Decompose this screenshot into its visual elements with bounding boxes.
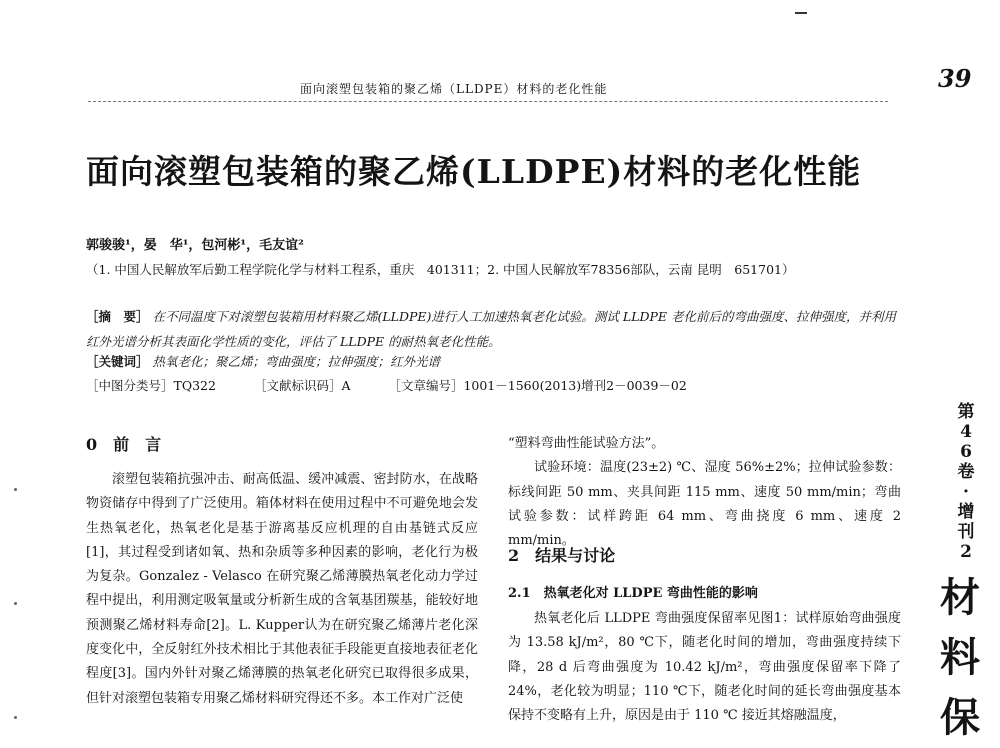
scan-speck xyxy=(14,488,17,491)
abstract-text: 在不同温度下对滚塑包装箱用材料聚乙烯(LLDPE)进行人工加速热氧老化试验。测试 LLDPE 老化前后的弯曲强度、拉伸强度，并利用红外光谱分析其表面化学性质的变化，评估了 LLDPE 的耐热氧老化性能。 xyxy=(86,309,897,349)
document-code: ［文献标识码］A xyxy=(253,378,351,393)
keywords-text: 热氧老化；聚乙烯；弯曲强度；拉伸强度；红外光谱 xyxy=(152,354,441,369)
subsection-heading-bending: 2.1 热氧老化对 LLDPE 弯曲性能的影响 xyxy=(508,586,758,601)
paper-title: 面向滚塑包装箱的聚乙烯(LLDPE)材料的老化性能 xyxy=(86,152,862,191)
journal-volume-issue: 第 4 6 卷 · 增 刊 2 xyxy=(957,402,975,562)
article-number: ［文章编号］1001－1560(2013)增刊2－0039－02 xyxy=(388,378,687,393)
intro-body xyxy=(86,468,478,741)
page-number: 39 xyxy=(938,64,972,93)
test-conditions-paragraph: 试验环境：温度(23±2) ℃、湿度 56%±2%；拉伸试验参数：标线间距 50 mm、夹具间距 115 mm、速度 50 mm/min；弯曲试验参数：试样跨距 64 mm、弯曲挠度 6 mm、速度 2 mm/min。 xyxy=(508,460,901,549)
scan-artifact-mark xyxy=(795,12,807,14)
continued-text: “塑料弯曲性能试验方法”。 xyxy=(508,436,665,451)
header-rule xyxy=(88,101,888,102)
journal-name-vertical: 材 料 保 xyxy=(940,574,980,741)
intro-paragraph: 滚塑包装箱抗强冲击、耐高低温、缓冲减震、密封防水，在战略物资储存中得到了广泛使用。箱体材料在使用过程中不可避免地会发生热氧老化，热氧老化是基于游离基反应机理的自由基链式反应[1]，其过程受到诸如氧、热和杂质等多种因素的影响，老化行为极为复杂。Gonzalez - Velasco 在研究聚乙烯薄膜热氧老化动力学过程中提出，利用测定吸氧量或分析新生成的含氧基团羰基，能较好地预测聚乙烯材料寿命[2]。L. Kupper认为在研究聚乙烯薄片老化深度变化中，全反射红外技术相比于其他表征手段能更直接地表征老化程度[3]。国内外针对聚乙烯薄膜的热氧老化研究已取得很多成果，但针对滚塑包装箱专用聚乙烯材料研究得还不多。本工作对广泛使 xyxy=(86,472,478,706)
keywords xyxy=(86,352,440,370)
section-heading-results: 2 结果与讨论 xyxy=(508,546,616,565)
author-affiliation: （1. 中国人民解放军后勤工程学院化学与材料工程系，重庆 401311；2. 中国人民解放军78356部队，云南 昆明 651701） xyxy=(86,262,795,277)
scan-speck xyxy=(14,716,17,719)
abstract-label: ［摘 要］ xyxy=(86,309,149,324)
bending-results-body xyxy=(508,607,901,741)
scan-speck xyxy=(14,602,17,605)
keywords-label: ［关键词］ xyxy=(86,354,149,369)
running-header-title: 面向滚塑包装箱的聚乙烯（LLDPE）材料的老化性能 xyxy=(300,82,608,96)
right-column-top xyxy=(508,432,901,553)
clc-number: ［中图分类号］TQ322 xyxy=(86,378,216,393)
classification-line xyxy=(86,376,721,394)
abstract xyxy=(86,304,906,354)
bending-results-paragraph: 热氧老化后 LLDPE 弯曲强度保留率见图1：试样原始弯曲强度为 13.58 kJ/m²，80 ℃下，随老化时间的增加，弯曲强度持续下降，28 d 后弯曲强度为 10.42 kJ/m²，弯曲强度保留率下降了 24%，老化较为明显；110 ℃下，随老化时间的延长弯曲强度基本保持不变略有上升，原因是由于 110 ℃ 接近其熔融温度， xyxy=(508,611,901,724)
author-list: 郭骏骏¹，晏 华¹，包河彬¹，毛友谊² xyxy=(86,238,304,253)
section-heading-intro: 0 前 言 xyxy=(86,435,162,454)
